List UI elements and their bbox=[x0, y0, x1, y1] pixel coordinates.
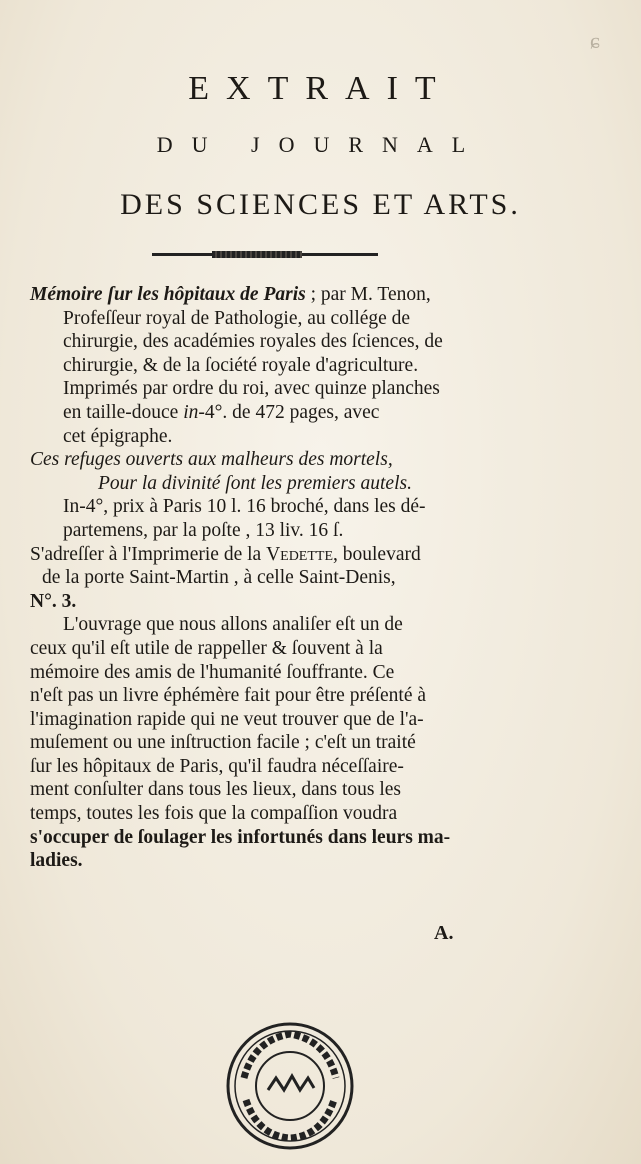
ornamental-rule bbox=[152, 253, 378, 256]
text-line: Profeſſeur royal de Pathologie, au collége de bbox=[63, 307, 411, 329]
text-fragment: S'adreſſer à l'Imprimerie de la bbox=[30, 543, 267, 565]
author-credit: ; par M. Tenon, bbox=[305, 284, 431, 305]
text-line: mémoire des amis de l'humanité ſouffrante. Ce bbox=[30, 661, 395, 683]
text-line bbox=[30, 283, 510, 307]
text-line: L'ouvrage que nous allons analiſer eſt un de bbox=[63, 614, 403, 636]
text-line: de la porte Saint-Martin , à celle Saint-Denis, bbox=[42, 567, 396, 589]
text-line: l'imagination rapide qui ne veut trouver que de l'a- bbox=[30, 708, 424, 730]
text-line: n'eſt pas un livre éphémère fait pour être préſenté à bbox=[30, 685, 427, 707]
text-fragment: en taille-douce bbox=[63, 401, 184, 423]
extract-heading: EXTRAIT bbox=[188, 70, 453, 107]
text-line: ceux qu'il eſt utile de rappeller & ſouvent à la bbox=[30, 637, 383, 659]
text-line: ladies. bbox=[30, 850, 83, 872]
text-line: Imprimés par ordre du roi, avec quinze planches bbox=[63, 378, 440, 400]
article-text bbox=[30, 283, 510, 873]
text-line: s'occuper de ſoulager les infortunés dans leurs ma- bbox=[30, 826, 451, 848]
pencil-mark: ɕ bbox=[590, 28, 600, 53]
text-line: muſement ou une inſtruction facile ; c'eſt un traité bbox=[30, 732, 416, 754]
text-line: ment conſulter dans tous les lieux, dans tous les bbox=[30, 779, 401, 801]
text-line: ſur les hôpitaux de Paris, qu'il faudra néceſſaire- bbox=[30, 755, 404, 777]
journal-name: DES SCIENCES ET ARTS. bbox=[120, 188, 521, 221]
text-fragment: , boulevard bbox=[333, 543, 421, 565]
epigraph-line: Pour la divinité ſont les premiers autels. bbox=[98, 472, 412, 494]
text-line: partemens, par la poſte , 13 liv. 16 ſ. bbox=[63, 519, 344, 541]
epigraph-line: Ces refuges ouverts aux malheurs des mortels, bbox=[30, 449, 393, 471]
text-line: In-4°, prix à Paris 10 l. 16 broché, dans les dé- bbox=[63, 496, 426, 518]
library-stamp bbox=[224, 1020, 356, 1152]
journal-subheading: DU JOURNAL bbox=[156, 132, 485, 157]
text-line: N°. 3. bbox=[30, 590, 77, 612]
text-fragment: in bbox=[183, 401, 199, 423]
text-line bbox=[30, 543, 510, 567]
book-title: Mémoire ſur les hôpitaux de Paris bbox=[30, 284, 306, 305]
text-fragment: -4°. de 472 pages, avec bbox=[198, 401, 380, 423]
text-line bbox=[30, 401, 510, 425]
text-fragment: Vedette bbox=[266, 543, 334, 565]
stamp-lettering bbox=[244, 1034, 336, 1138]
text-line: cet épigraphe. bbox=[63, 425, 173, 447]
text-line: chirurgie, & de la ſociété royale d'agriculture. bbox=[63, 354, 419, 376]
text-line: chirurgie, des académies royales des ſciences, de bbox=[63, 331, 443, 353]
text-line: temps, toutes les fois que la compaſſion voudra bbox=[30, 803, 398, 825]
signature: A. bbox=[434, 922, 454, 944]
